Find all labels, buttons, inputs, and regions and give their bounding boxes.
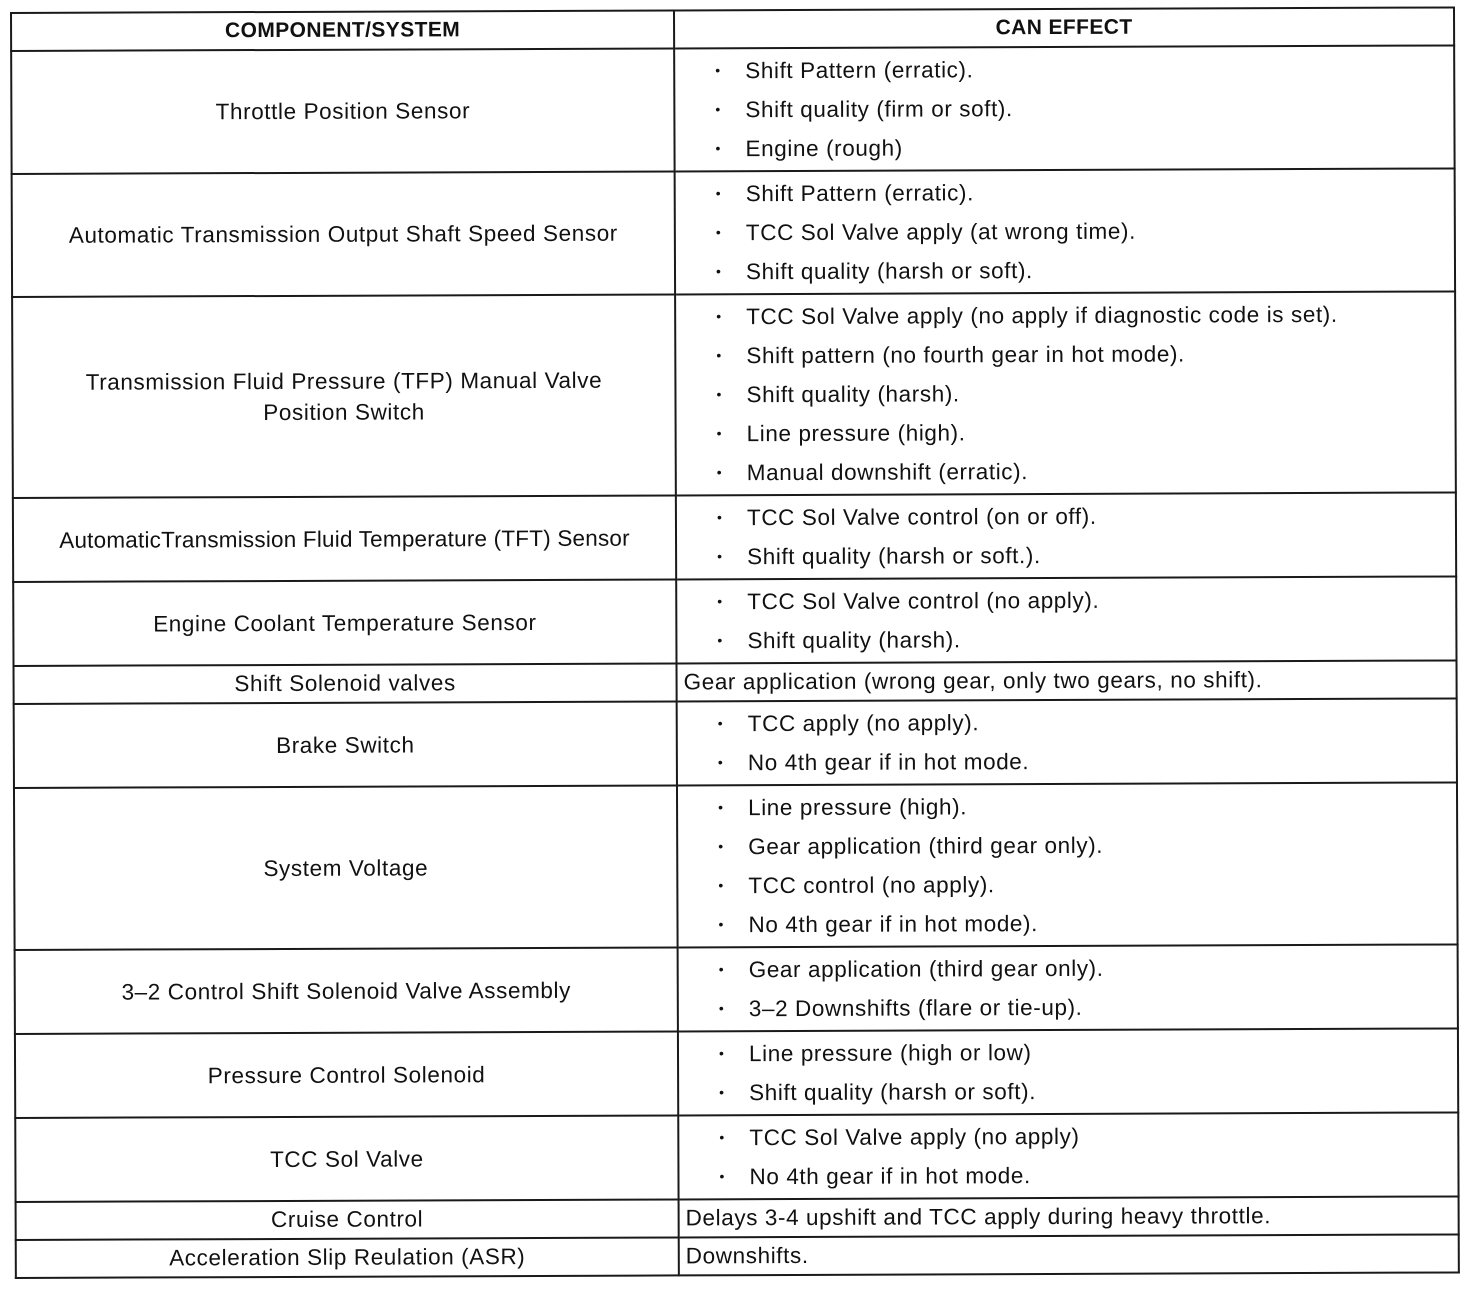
effect-item: • Line pressure (high).: [718, 794, 968, 821]
effect-item: • No 4th gear if in hot mode).: [718, 911, 1039, 938]
effect-item: • Engine (rough): [715, 135, 903, 162]
effect-item: • TCC Sol Valve apply (no apply): [719, 1123, 1080, 1151]
table-row: [14, 782, 1458, 950]
effect-cell: [678, 1028, 1458, 1115]
effect-cell: [677, 698, 1457, 785]
effect-cell: Gear application (wrong gear, only two gears, no shift).: [677, 660, 1457, 701]
component-cell: TCC Sol Valve: [15, 1115, 678, 1202]
effect-list: [679, 1115, 1457, 1196]
effect-item: • Shift quality (harsh or soft.).: [717, 543, 1041, 570]
effect-item: • Line pressure (high).: [716, 420, 966, 447]
header-component: COMPONENT/SYSTEM: [11, 10, 674, 51]
table-row: [13, 492, 1456, 582]
component-cell: Cruise Control: [16, 1199, 679, 1240]
effect-list: [678, 701, 1456, 782]
table-row: [15, 944, 1458, 1034]
table-row: [14, 660, 1457, 704]
component-cell: AutomaticTransmission Fluid Temperature (TFT) Sensor: [13, 495, 676, 582]
effect-item: • TCC apply (no apply).: [717, 710, 980, 737]
effect-list: [677, 579, 1455, 660]
effect-cell: [678, 944, 1458, 1031]
effect-item: • Shift Pattern (erratic).: [715, 180, 974, 207]
effect-item: • TCC Sol Valve control (no apply).: [717, 587, 1100, 615]
effect-item: • TCC Sol Valve apply (at wrong time).: [715, 218, 1136, 246]
effect-item: • Shift quality (harsh).: [717, 627, 961, 654]
effect-cell: [678, 1112, 1458, 1199]
effect-item: • Shift quality (harsh or soft).: [715, 258, 1033, 285]
effect-cell: [677, 782, 1458, 947]
effect-item: • Shift pattern (no fourth gear in hot mode).: [716, 341, 1185, 369]
effect-cell: [676, 492, 1456, 579]
effect-cell: [676, 576, 1456, 663]
effect-cell: [675, 168, 1455, 294]
effect-cell: [674, 45, 1454, 171]
effect-item: • Manual downshift (erratic).: [716, 459, 1029, 486]
effect-list: [679, 1031, 1457, 1112]
effect-list: [679, 947, 1457, 1028]
effect-item: • Gear application (third gear only).: [718, 955, 1104, 983]
table-row: [14, 698, 1457, 788]
table-row: [15, 1112, 1458, 1202]
table-row: [12, 168, 1455, 297]
table-row: [16, 1196, 1459, 1240]
effect-item: • Shift quality (harsh or soft).: [719, 1079, 1037, 1106]
header-effect: CAN EFFECT: [674, 7, 1454, 48]
component-cell: Engine Coolant Temperature Sensor: [13, 579, 676, 666]
effect-item: • No 4th gear if in hot mode.: [719, 1163, 1031, 1190]
effect-list: [676, 171, 1454, 291]
header-row: [11, 7, 1454, 51]
component-effect-table: [10, 6, 1460, 1279]
component-cell: Transmission Fluid Pressure (TFP) Manual Valve Position Switch: [12, 294, 676, 498]
effect-list: [675, 48, 1453, 168]
effect-item: • No 4th gear if in hot mode.: [717, 749, 1030, 776]
table-row: [11, 45, 1454, 174]
component-cell: Pressure Control Solenoid: [15, 1031, 678, 1118]
table-row: [12, 291, 1456, 498]
effect-item: • Gear application (third gear only).: [718, 832, 1104, 860]
table-row: [15, 1028, 1458, 1118]
effect-list: [676, 294, 1455, 492]
effect-list: [678, 785, 1457, 944]
table-row: [16, 1234, 1459, 1278]
effect-item: • 3–2 Downshifts (flare or tie-up).: [718, 994, 1083, 1022]
effect-cell: Downshifts.: [679, 1234, 1459, 1275]
effect-item: • TCC Sol Valve control (on or off).: [716, 503, 1097, 531]
component-cell: Automatic Transmission Output Shaft Speed Sensor: [12, 171, 675, 297]
effect-item: • Shift quality (harsh).: [716, 381, 960, 408]
effect-cell: [675, 291, 1456, 495]
effect-item: • Shift Pattern (erratic).: [715, 57, 974, 84]
effect-item: • Line pressure (high or low): [718, 1040, 1032, 1067]
component-cell: System Voltage: [14, 785, 678, 950]
component-cell: Brake Switch: [14, 701, 677, 788]
effect-list: [677, 495, 1455, 576]
table-row: [13, 576, 1456, 666]
effect-cell: Delays 3-4 upshift and TCC apply during heavy throttle.: [679, 1196, 1459, 1237]
effect-item: • TCC Sol Valve apply (no apply if diagnostic code is set).: [716, 301, 1338, 330]
component-cell: Shift Solenoid valves: [14, 663, 677, 704]
component-cell: Throttle Position Sensor: [11, 48, 674, 174]
component-cell: 3–2 Control Shift Solenoid Valve Assembly: [15, 947, 678, 1034]
component-cell: Acceleration Slip Reulation (ASR): [16, 1237, 679, 1278]
effect-item: • TCC control (no apply).: [718, 872, 995, 899]
effect-item: • Shift quality (firm or soft).: [715, 96, 1013, 123]
